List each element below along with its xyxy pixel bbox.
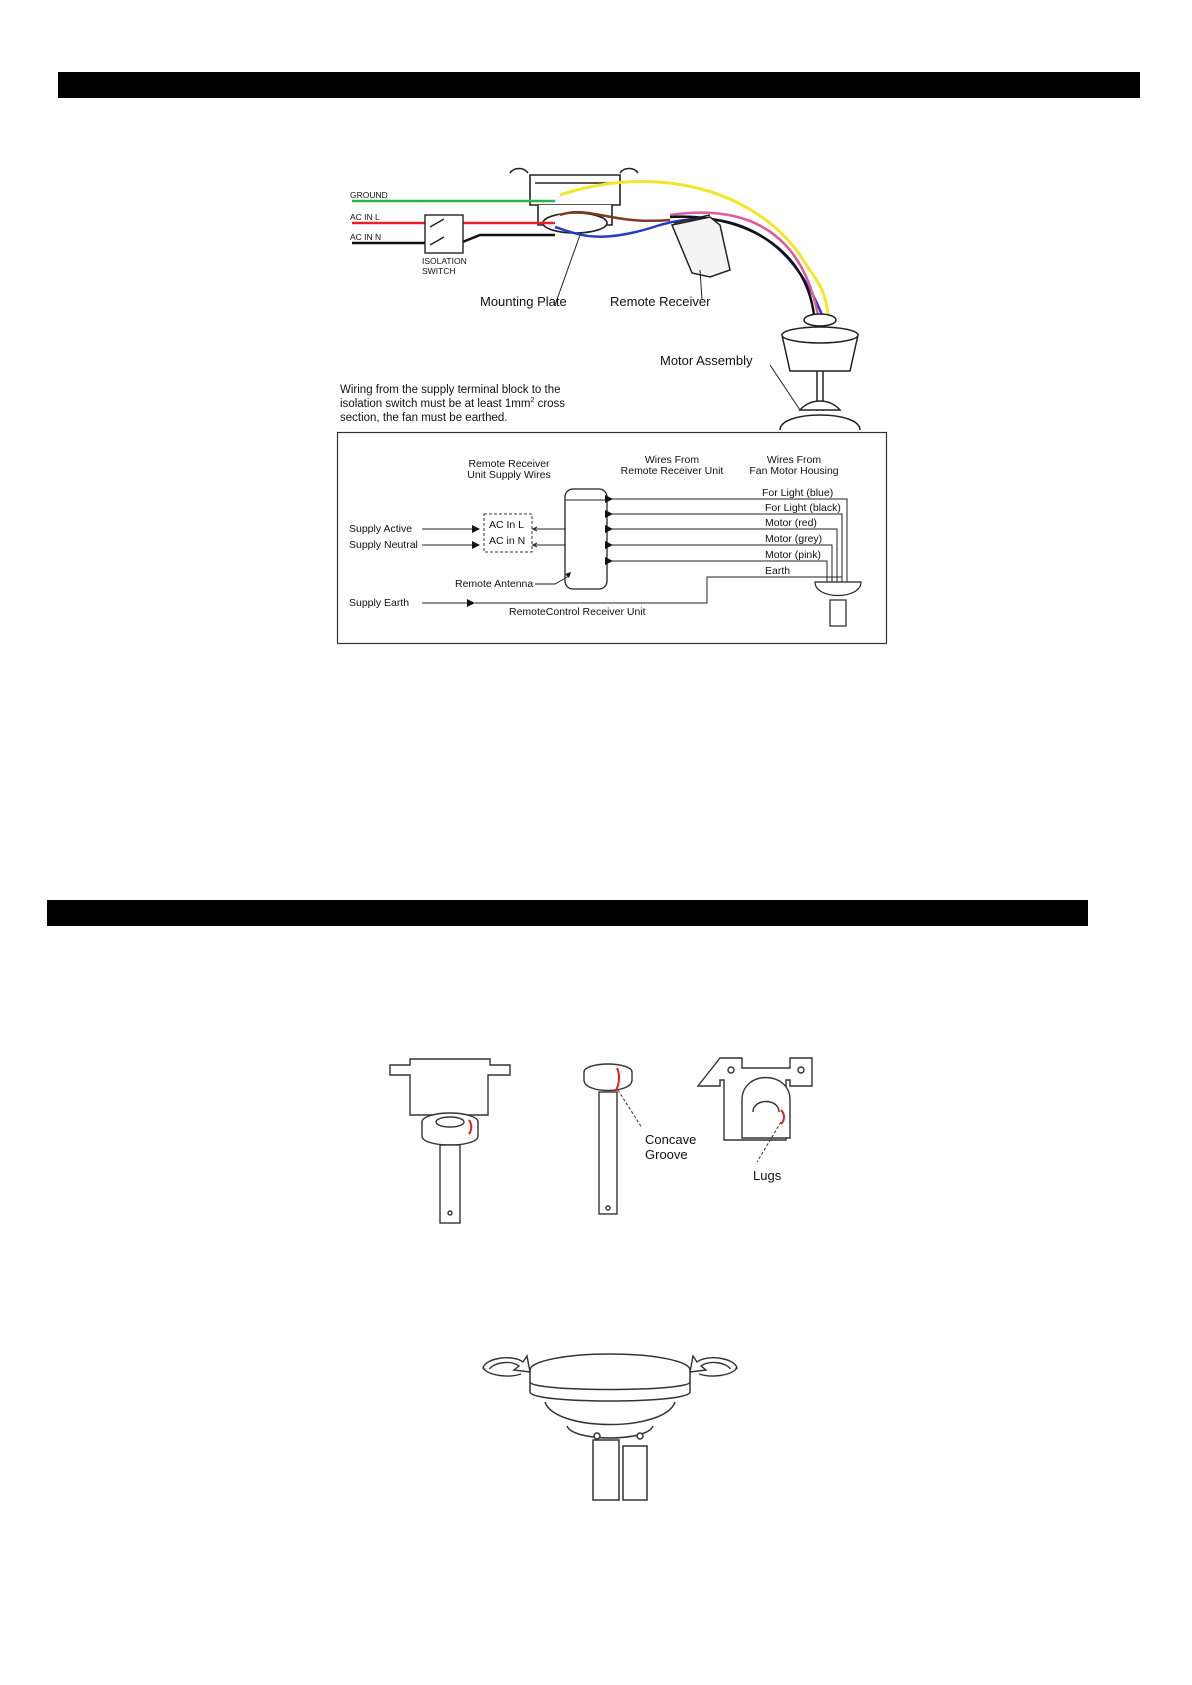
terminal-ac-in-n: AC in N: [489, 535, 526, 547]
wiring-note-line-2: isolation switch must be at least $1mm^2$ cross: [340, 397, 566, 410]
header-from-receiver-1: Wires From: [644, 454, 700, 466]
rotation-arrow-right-icon: [690, 1356, 737, 1376]
supply-neutral: Supply Neutral: [349, 539, 418, 551]
label-remote-receiver: Remote Receiver: [610, 294, 711, 309]
isolation-switch-box: [425, 215, 463, 253]
wiring-note-line-1: Wiring from the supply terminal block to the: [340, 384, 561, 396]
header-from-motor-2: Fan Motor Housing: [749, 465, 839, 477]
label-lugs: Lugs: [753, 1168, 782, 1183]
wiring-schematic: [337, 432, 887, 644]
label-isolation: ISOLATION: [422, 256, 467, 266]
remote-receiver-graphic: [672, 215, 730, 277]
motor-wire-4: Motor (grey): [765, 533, 823, 545]
motor-wire-6: Earth: [765, 565, 791, 577]
wiring-illustration: [330, 165, 890, 430]
terminal-ac-in-l: AC In L: [489, 519, 525, 531]
header-receiver-supply-1: Remote Receiver: [468, 458, 550, 470]
label-switch: SWITCH: [422, 266, 456, 276]
motor-wire-5: Motor (pink): [765, 549, 822, 561]
wiring-note-line-3: section, the fan must be earthed.: [340, 412, 508, 424]
label-mounting-plate: Mounting Plate: [480, 294, 567, 309]
canopy-graphic-2: [530, 1354, 690, 1500]
supply-earth: Supply Earth: [349, 597, 410, 609]
label-concave: Concave: [645, 1132, 697, 1147]
section-header-bar-middle: [47, 900, 1088, 926]
canopy-graphic: [780, 314, 860, 430]
label-motor-assembly: Motor Assembly: [660, 353, 753, 368]
header-from-motor-1: Wires From: [766, 454, 822, 466]
supply-active: Supply Active: [349, 523, 413, 535]
header-from-receiver-2: Remote Receiver Unit: [620, 465, 724, 477]
bracket-downrod-figure: [385, 1050, 865, 1230]
rotation-arrow-left-icon: [483, 1356, 530, 1376]
assembled-bracket-graphic: [390, 1059, 510, 1223]
receiver-unit-label: RemoteControl Receiver Unit: [509, 606, 646, 618]
motor-wire-1: For Light (blue): [762, 487, 834, 499]
header-receiver-supply-2: Unit Supply Wires: [467, 469, 551, 481]
receiver-unit-box: [565, 489, 607, 589]
label-ground: GROUND: [350, 190, 388, 200]
label-ac-in-n: AC IN N: [350, 232, 382, 242]
downrod-graphic: [584, 1064, 632, 1214]
ceiling-bracket-graphic: [698, 1058, 812, 1140]
label-groove: Groove: [645, 1147, 688, 1162]
canopy-rotation-figure: [475, 1340, 745, 1500]
section-header-bar-top: [58, 72, 1140, 98]
remote-antenna-label: Remote Antenna: [455, 578, 534, 590]
motor-wire-3: Motor (red): [765, 517, 817, 529]
motor-wire-2: For Light (black): [765, 502, 841, 514]
label-ac-in-l: AC IN L: [350, 212, 380, 222]
